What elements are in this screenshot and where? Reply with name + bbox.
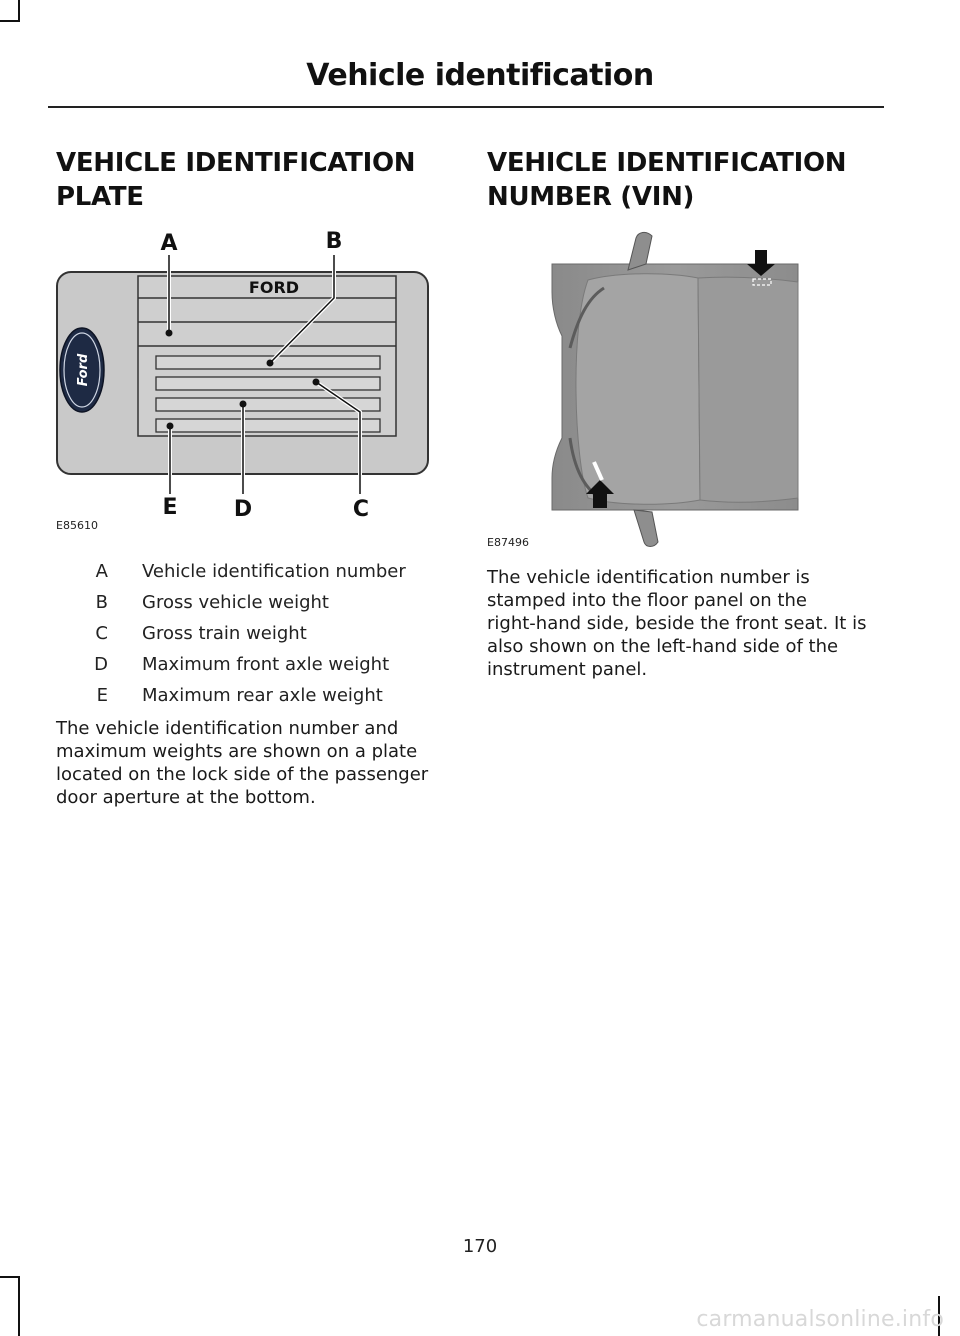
body-line: located on the lock side of the passenger bbox=[56, 764, 429, 785]
legend-label: Maximum rear axle weight bbox=[142, 685, 383, 706]
vin-location-car-figure bbox=[548, 228, 804, 550]
crop-mark-top-left-v bbox=[18, 0, 20, 22]
mirror-bottom bbox=[634, 510, 658, 547]
body-line: The vehicle identification number and bbox=[56, 718, 399, 739]
svg-text:Ford: Ford bbox=[76, 353, 91, 387]
body-line: door aperture at the bottom. bbox=[56, 787, 316, 808]
crop-mark-bottom-left-h bbox=[0, 1276, 20, 1278]
legend-key: D bbox=[94, 654, 108, 675]
vehicle-identification-plate-figure bbox=[52, 226, 436, 522]
legend-row bbox=[56, 556, 456, 587]
legend-row bbox=[56, 587, 456, 618]
legend-label: Vehicle identification number bbox=[142, 561, 406, 582]
body-line: also shown on the left-hand side of the bbox=[487, 636, 839, 657]
body-line: The vehicle identification number is bbox=[487, 567, 810, 588]
crop-mark-top-left-h bbox=[0, 20, 20, 22]
body-line: stamped into the floor panel on the bbox=[487, 590, 807, 611]
legend-key: C bbox=[95, 623, 108, 644]
legend-label: Maximum front axle weight bbox=[142, 654, 390, 675]
plate-legend bbox=[56, 556, 456, 711]
legend-label: Gross vehicle weight bbox=[142, 592, 329, 613]
section-title-vin-line2: NUMBER (VIN) bbox=[487, 182, 695, 212]
legend-row bbox=[56, 649, 456, 680]
legend-label: Gross train weight bbox=[142, 623, 307, 644]
section-title-plate-line2: PLATE bbox=[56, 182, 144, 212]
car-roof bbox=[698, 277, 798, 502]
figure-code-vin: E87496 bbox=[487, 536, 529, 549]
ford-logo-icon bbox=[60, 328, 104, 412]
svg-text:C: C bbox=[352, 497, 370, 522]
legend-key: A bbox=[95, 561, 108, 582]
legend-row bbox=[56, 680, 456, 711]
section-title-plate bbox=[56, 146, 415, 214]
plate-body-text bbox=[56, 717, 428, 809]
page-header-title: Vehicle identification bbox=[306, 58, 654, 93]
body-line: maximum weights are shown on a plate bbox=[56, 741, 418, 762]
header-rule bbox=[48, 106, 884, 108]
plate-brand-text: FORD bbox=[248, 278, 300, 297]
watermark: carmanualsonline.info bbox=[696, 1307, 944, 1332]
vin-body-text bbox=[487, 566, 866, 681]
car-windscreen bbox=[576, 274, 700, 505]
body-line: instrument panel. bbox=[487, 659, 648, 680]
legend-row bbox=[56, 618, 456, 649]
legend-key: E bbox=[96, 685, 108, 706]
figure-code-plate: E85610 bbox=[56, 519, 98, 532]
body-line: right-hand side, beside the front seat. It is bbox=[487, 613, 867, 634]
section-title-vin bbox=[487, 146, 846, 214]
crop-mark-bottom-left-v bbox=[18, 1276, 20, 1336]
svg-text:B: B bbox=[325, 229, 343, 254]
page-number: 170 bbox=[462, 1236, 498, 1257]
svg-text:D: D bbox=[233, 497, 253, 522]
svg-text:A: A bbox=[160, 231, 178, 256]
section-title-plate-line1: VEHICLE IDENTIFICATION bbox=[56, 148, 416, 178]
section-title-vin-line1: VEHICLE IDENTIFICATION bbox=[487, 148, 847, 178]
legend-key: B bbox=[95, 592, 108, 613]
svg-text:E: E bbox=[162, 495, 178, 520]
